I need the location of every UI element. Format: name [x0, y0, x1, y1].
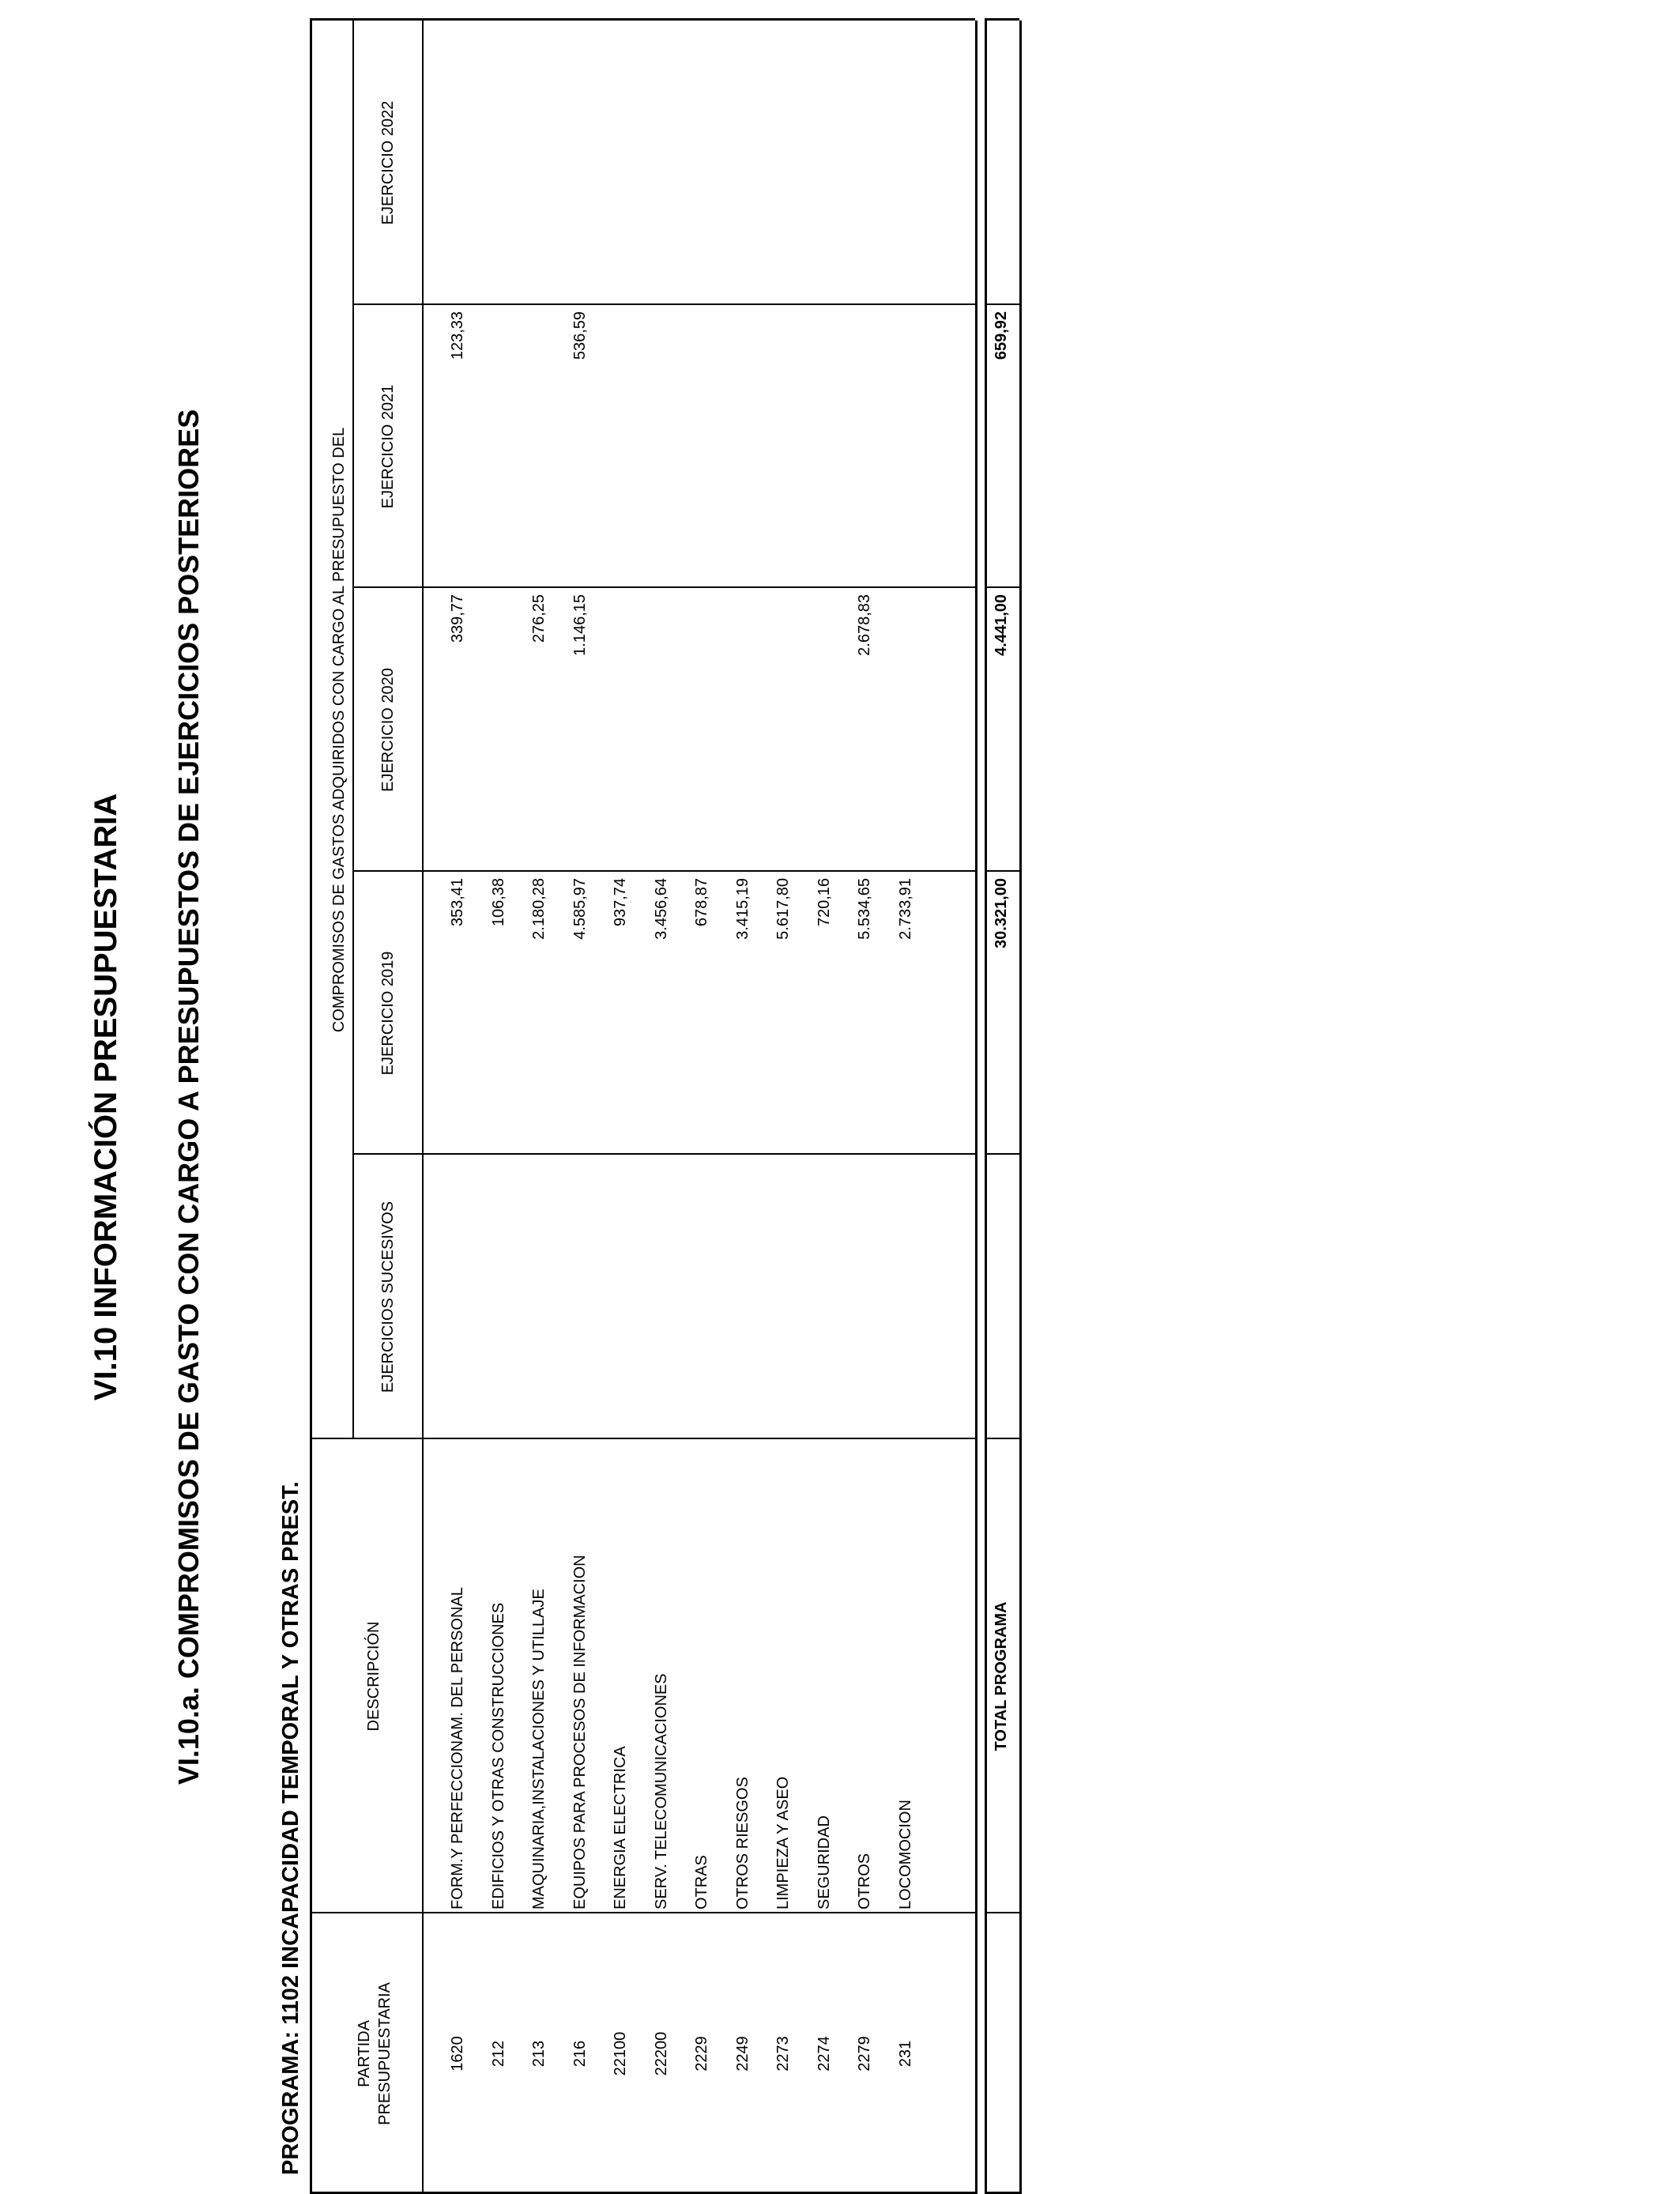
row-ejercicio-2020: 339,77: [449, 594, 466, 643]
program-label: PROGRAMA: 1102 INCAPACIDAD TEMPORAL Y OTRAS PREST.: [278, 1481, 303, 2175]
table-top-border: [310, 21, 312, 2194]
row-ejercicio-2019: 2.733,91: [897, 878, 914, 940]
row-partida: 231: [897, 2040, 914, 2068]
row-ejercicio-2019: 4.585,97: [571, 878, 589, 940]
row-descripcion: ENERGIA ELECTRICA: [612, 1746, 629, 1909]
header-descripcion: DESCRIPCIÓN: [365, 1621, 382, 1732]
header-group: COMPROMISOS DE GASTOS ADQUIRIDOS CON CARGO AL PRESUPUESTO DEL: [330, 427, 348, 1033]
row-descripcion: MAQUINARIA,INSTALACIONES Y UTILLAJE: [530, 1589, 548, 1909]
col-divider-2020: [352, 870, 975, 872]
row-partida: 2229: [693, 2036, 710, 2071]
header-ejercicio-2021: EJERCICIO 2021: [379, 384, 397, 509]
row-ejercicio-2020: 1.146,15: [571, 594, 589, 656]
row-partida: 1620: [449, 2036, 466, 2071]
col-divider-2022: [352, 303, 975, 305]
col-divider-partida: [310, 1912, 975, 1913]
row-ejercicio-2019: 720,16: [816, 878, 833, 927]
row-descripcion: LOCOMOCION: [897, 1800, 914, 1909]
col-divider-2021: [352, 586, 975, 588]
row-descripcion: EDIFICIOS Y OTRAS CONSTRUCCIONES: [490, 1602, 507, 1909]
header-ejercicio-2022: EJERCICIO 2022: [379, 100, 397, 225]
table-right-border: [310, 18, 975, 21]
header-partida-line2: PRESUPUESTARIA: [376, 1982, 394, 2125]
row-ejercicio-2019: 2.180,28: [530, 878, 548, 940]
row-descripcion: LIMPIEZA Y ASEO: [774, 1776, 792, 1909]
header-ejercicio-2020: EJERCICIO 2020: [379, 668, 397, 792]
row-ejercicio-2021: 123,33: [449, 311, 466, 360]
row-partida: 2273: [774, 2036, 792, 2071]
total-right-border: [985, 18, 1019, 21]
row-descripcion: SERV. TELECOMUNICACIONES: [653, 1673, 670, 1909]
total-top-border: [985, 21, 987, 2194]
header-ejercicios-sucesivos: EJERCICIOS SUCESIVOS: [379, 1201, 397, 1393]
row-partida: 212: [490, 2040, 507, 2068]
total-2021: 659,92: [993, 311, 1010, 360]
total-label: TOTAL PROGRAMA: [993, 1601, 1010, 1751]
row-descripcion: OTROS: [856, 1853, 873, 1909]
total-bottom-border: [1019, 21, 1022, 2194]
row-partida: 2279: [856, 2036, 873, 2071]
row-ejercicio-2019: 106,38: [490, 878, 507, 927]
row-descripcion: FORM.Y PERFECCIONAM. DEL PERSONAL: [449, 1587, 466, 1909]
row-descripcion: EQUIPOS PARA PROCESOS DE INFORMACION: [571, 1555, 589, 1909]
row-ejercicio-2021: 536,59: [571, 311, 589, 360]
row-ejercicio-2019: 3.456,64: [653, 878, 670, 940]
row-partida: 2249: [734, 2036, 751, 2071]
row-partida: 213: [530, 2040, 548, 2068]
total-divider-2022: [985, 303, 1019, 305]
row-ejercicio-2020: 276,25: [530, 594, 548, 643]
page-title: VI.10 INFORMACIÓN PRESUPUESTARIA: [89, 793, 123, 1401]
row-descripcion: SEGURIDAD: [816, 1815, 833, 1909]
row-ejercicio-2019: 678,87: [693, 878, 710, 927]
row-ejercicio-2019: 937,74: [612, 878, 629, 927]
total-2019: 30.321,00: [993, 878, 1010, 948]
row-ejercicio-2019: 5.534,65: [856, 878, 873, 940]
page-subtitle: VI.10.a. COMPROMISOS DE GASTO CON CARGO A PRESUPUESTOS DE EJERCICIOS POSTERIORES: [172, 409, 205, 1785]
row-ejercicio-2019: 3.415,19: [734, 878, 751, 940]
row-ejercicio-2019: 5.617,80: [774, 878, 792, 940]
row-ejercicio-2020: 2.678,83: [856, 594, 873, 656]
row-partida: 216: [571, 2040, 589, 2068]
total-2020: 4.441,00: [993, 594, 1010, 656]
table-bottom-border: [975, 21, 977, 2194]
col-divider-descripcion: [310, 1438, 975, 1439]
header-bottom-line: [422, 21, 424, 2194]
header-partida-line1: PARTIDA: [356, 2020, 373, 2087]
row-ejercicio-2019: 353,41: [449, 878, 466, 927]
row-partida: 2274: [816, 2036, 833, 2071]
row-partida: 22100: [612, 2031, 629, 2076]
row-partida: 22200: [653, 2031, 670, 2076]
row-descripcion: OTRAS: [693, 1855, 710, 1909]
row-descripcion: OTROS RIESGOS: [734, 1777, 751, 1909]
header-ejercicio-2019: EJERCICIO 2019: [379, 951, 397, 1076]
group-header-line: [352, 21, 354, 1439]
